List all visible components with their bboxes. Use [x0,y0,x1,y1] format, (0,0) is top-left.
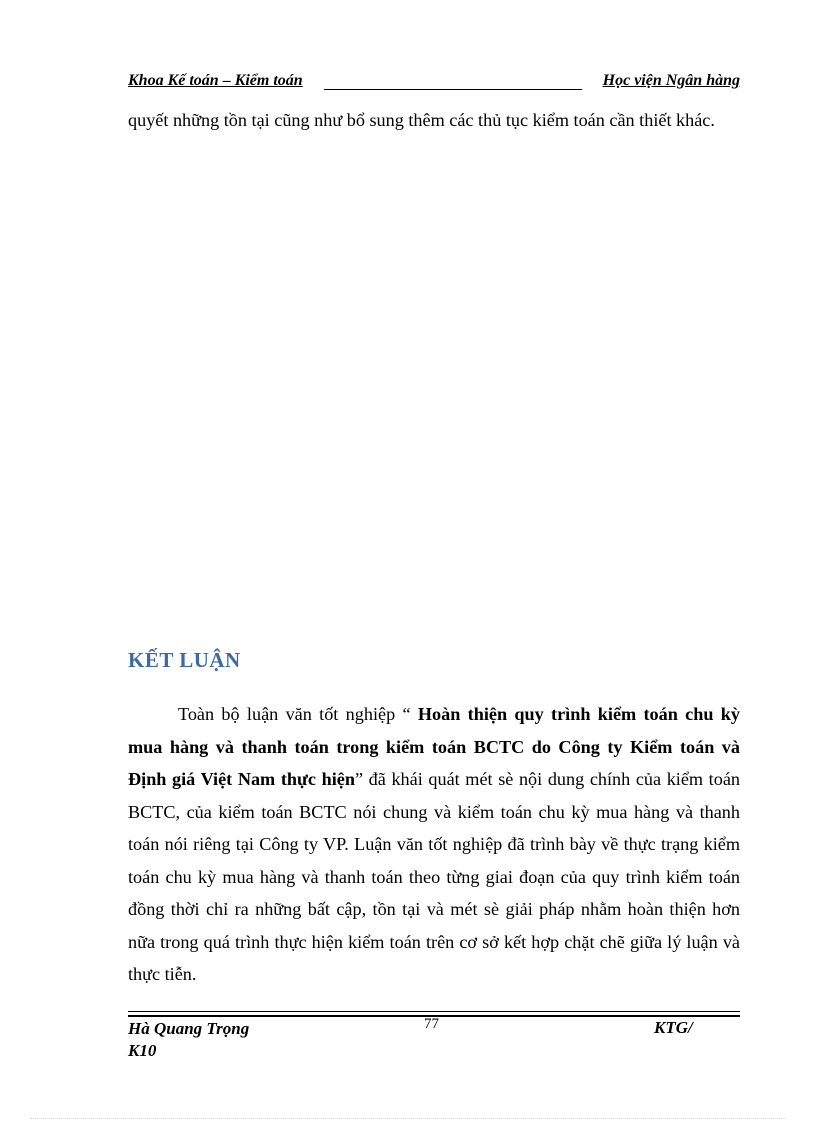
author-name: Hà Quang Trọng [128,1019,250,1038]
conclusion-body: ” đã khái quát mét sè nội dung chính của kiểm toán BCTC, của kiểm toán BCTC nói chung và kiểm toán chu kỳ mua hàng và thanh toán nói riêng tại Công ty VP. Luận văn tốt nghiệp đã trình bày về thực trạng kiểm toán chu kỳ mua hàng và thanh toán theo từng giai đoạn của quy trình kiểm toán đồng thời chỉ ra những bất cập, tồn tại và mét sè giải pháp nhằm hoàn thiện hơn nữa trong quá trình thực hiện kiểm toán trên cơ sở kết hợp chặt chẽ giữa lý luận và thực tiễn. [128,769,740,984]
header-rule [324,89,582,90]
page-header [128,72,740,94]
header-institution: Học viện Ngân hàng [602,72,740,89]
page-bottom-border [30,1118,786,1119]
continuation-paragraph: quyết những tồn tại cũng như bổ sung thêm các thủ tục kiểm toán cần thiết khác. [128,110,715,130]
footer-rule-thin [128,1011,740,1012]
author-class: K10 [128,1041,157,1060]
page-number: 77 [424,1016,439,1032]
conclusion-intro: Toàn bộ luận văn tốt nghiệp “ [178,704,418,724]
footer-author [128,1018,249,1062]
footer-code: KTG/ [654,1018,693,1037]
section-heading: KẾT LUẬN [128,648,241,672]
header-faculty: Khoa Kế toán – Kiểm toán [128,72,303,89]
conclusion-paragraph [128,698,740,991]
thesis-title: Hoàn thiện quy trình kiểm toán chu kỳ mua hàng và thanh toán trong kiểm toán BCTC do Công ty Kiểm toán và Định giá Việt Nam thực hiện [128,704,740,789]
